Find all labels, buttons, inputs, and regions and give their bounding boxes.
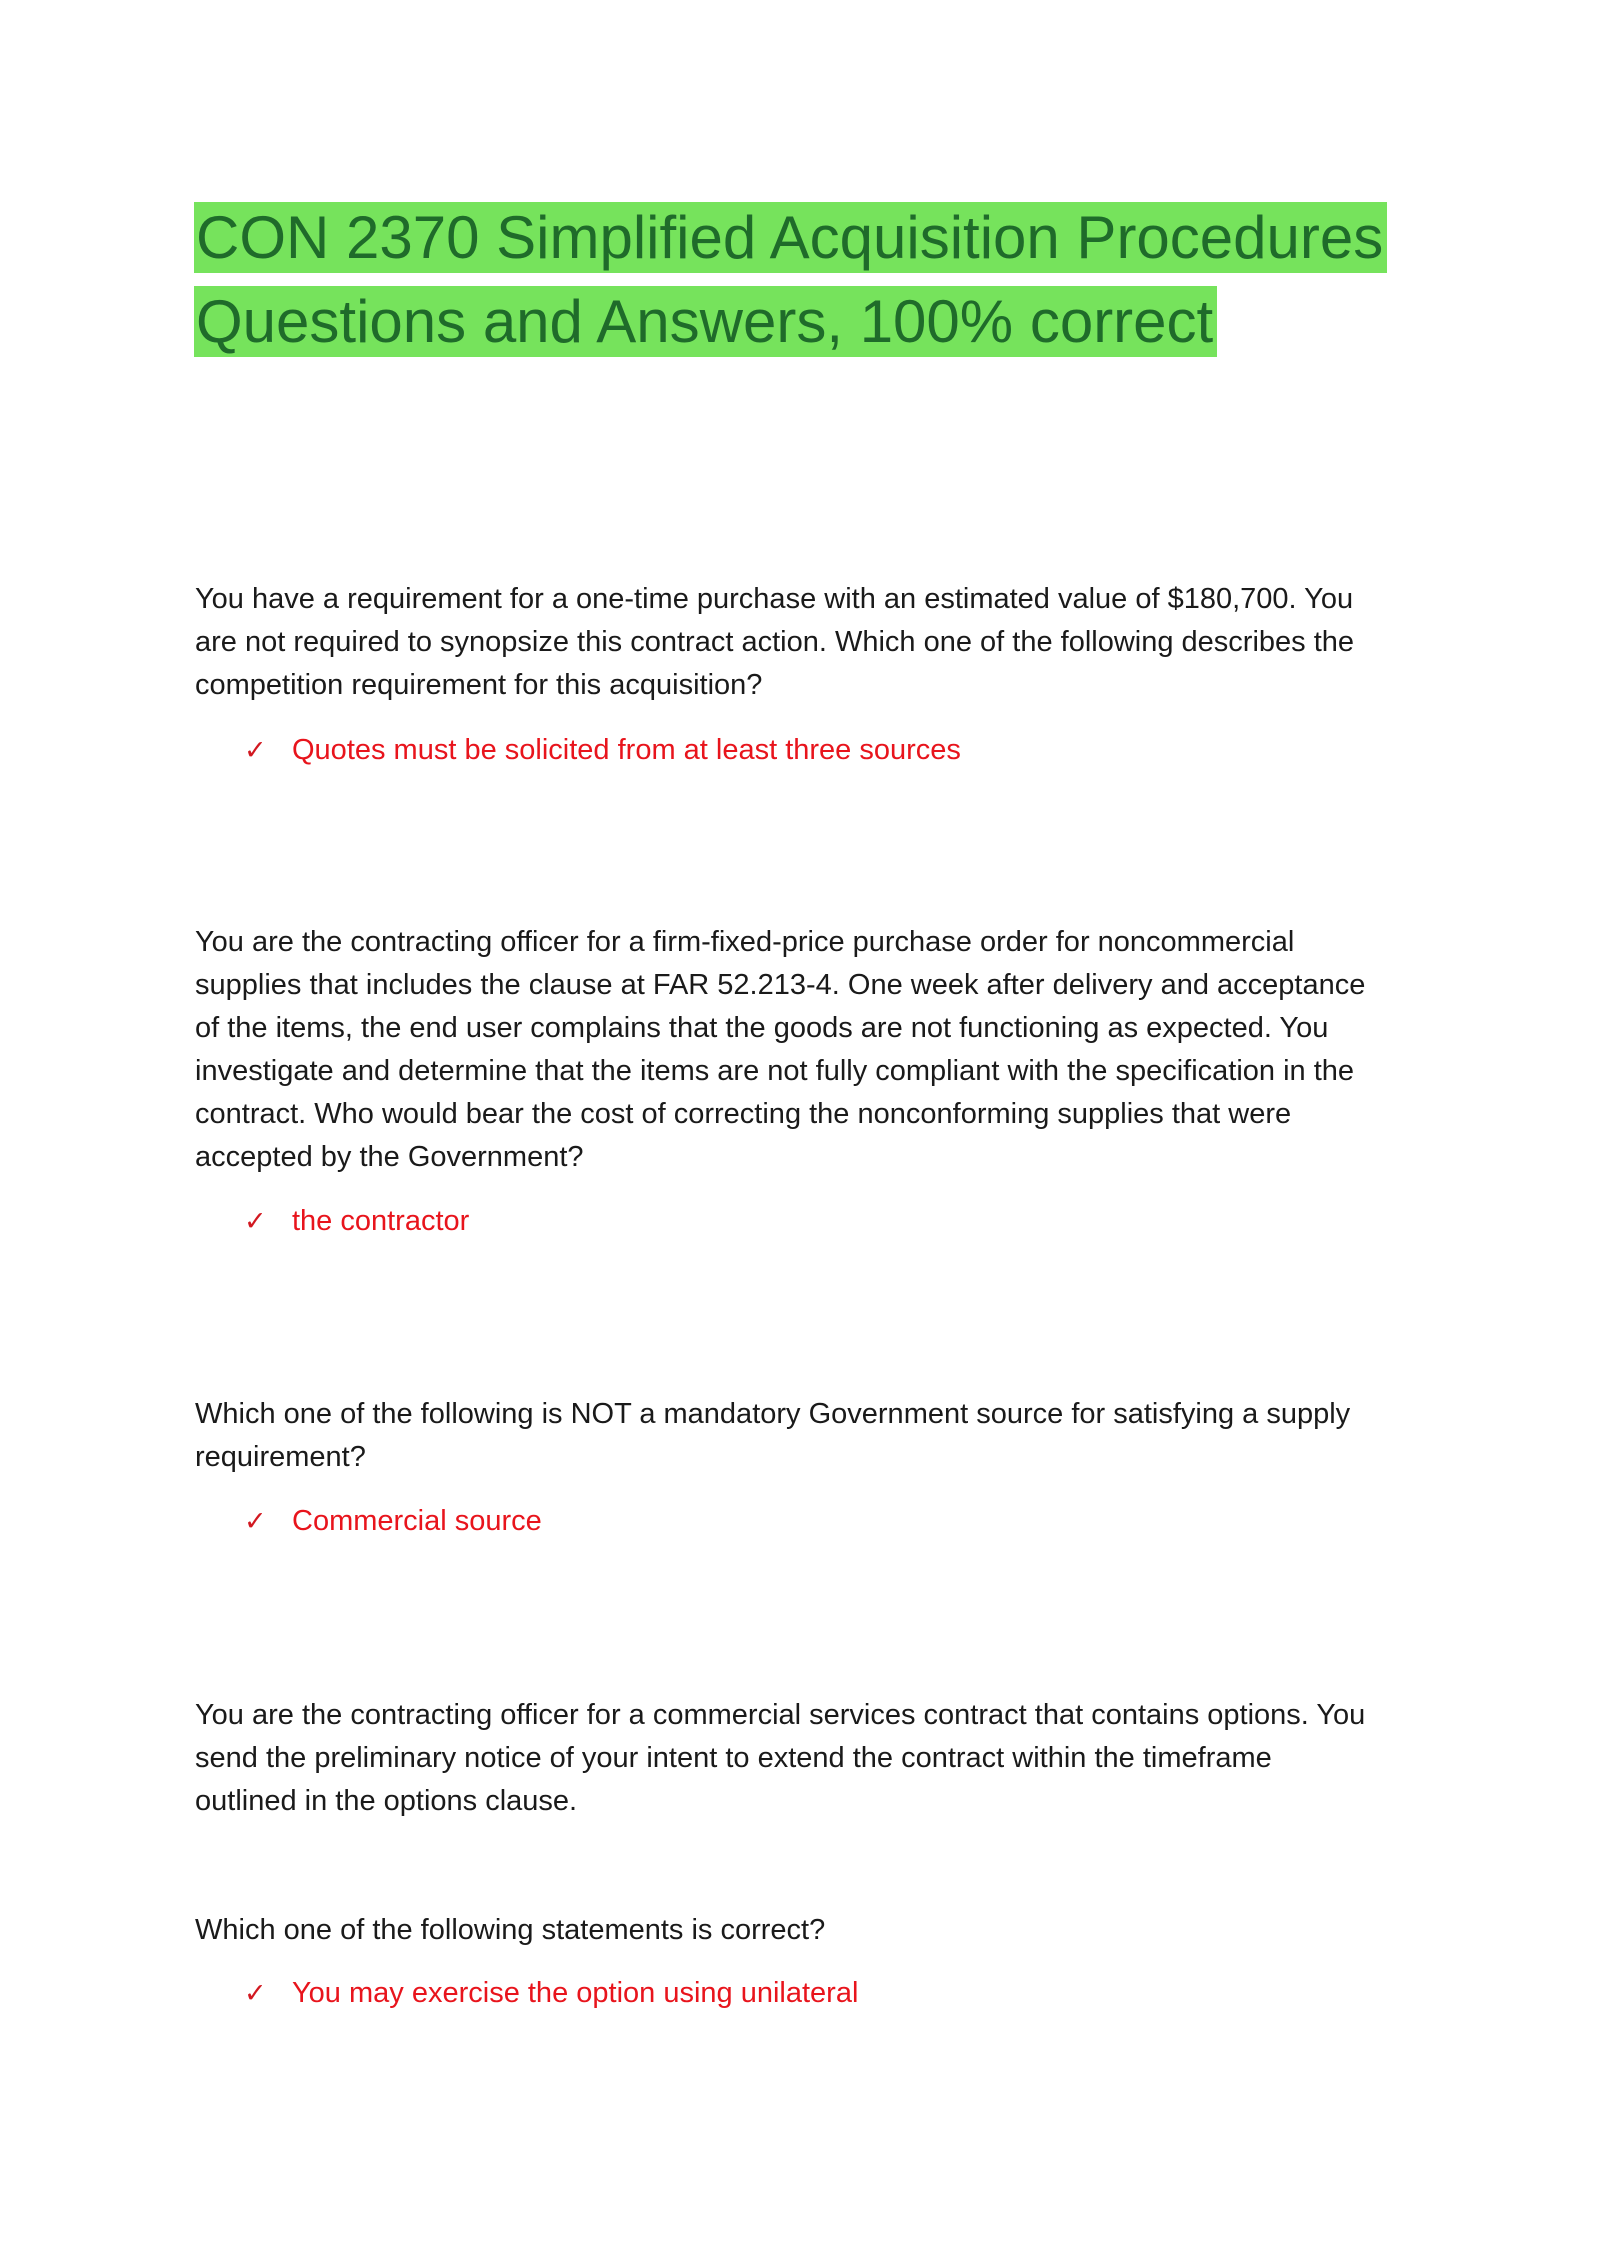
answer-text: Quotes must be solicited from at least three sources xyxy=(292,734,961,766)
question-1-answer xyxy=(244,729,961,772)
checkmark-icon: ✓ xyxy=(244,735,267,766)
checkmark-icon: ✓ xyxy=(244,1206,267,1237)
question-3-text: Which one of the following is NOT a mandatory Government source for satisfying a supply requirement? xyxy=(195,1398,1351,1473)
question-2-answer xyxy=(244,1200,469,1243)
question-3-answer xyxy=(244,1500,542,1543)
checkmark-icon: ✓ xyxy=(244,1506,267,1537)
document-title-line-2: Questions and Answers, 100% correct xyxy=(194,286,1217,357)
answer-text: You may exercise the option using unilateral xyxy=(292,1977,859,2009)
question-4-followup: Which one of the following statements is correct? xyxy=(195,1914,826,1946)
answer-text: Commercial source xyxy=(292,1505,542,1537)
answer-text: the contractor xyxy=(292,1205,470,1237)
question-4-answer xyxy=(244,1972,858,2015)
checkmark-icon: ✓ xyxy=(244,1978,267,2009)
document-title-line-1: CON 2370 Simplified Acquisition Procedures xyxy=(194,202,1387,273)
question-1-text: You have a requirement for a one-time purchase with an estimated value of $180,700. You are not required to synopsize this contract action. Which one of the following describes the competition requirement for this acquisition? xyxy=(195,583,1355,701)
question-4-text: You are the contracting officer for a commercial services contract that contains options. You send the preliminary notice of your intent to extend the contract within the timeframe outlined in the options clause. xyxy=(195,1699,1366,1817)
question-2-text: You are the contracting officer for a firm-fixed-price purchase order for noncommercial supplies that includes the clause at FAR 52.213-4. One week after delivery and acceptance of the items, the end user complains that the goods are not functioning as expected. You investigate and determine that the items are not fully compliant with the specification in the contract. Who would bear the cost of correcting the nonconforming supplies that were accepted by the Government? xyxy=(195,926,1366,1173)
